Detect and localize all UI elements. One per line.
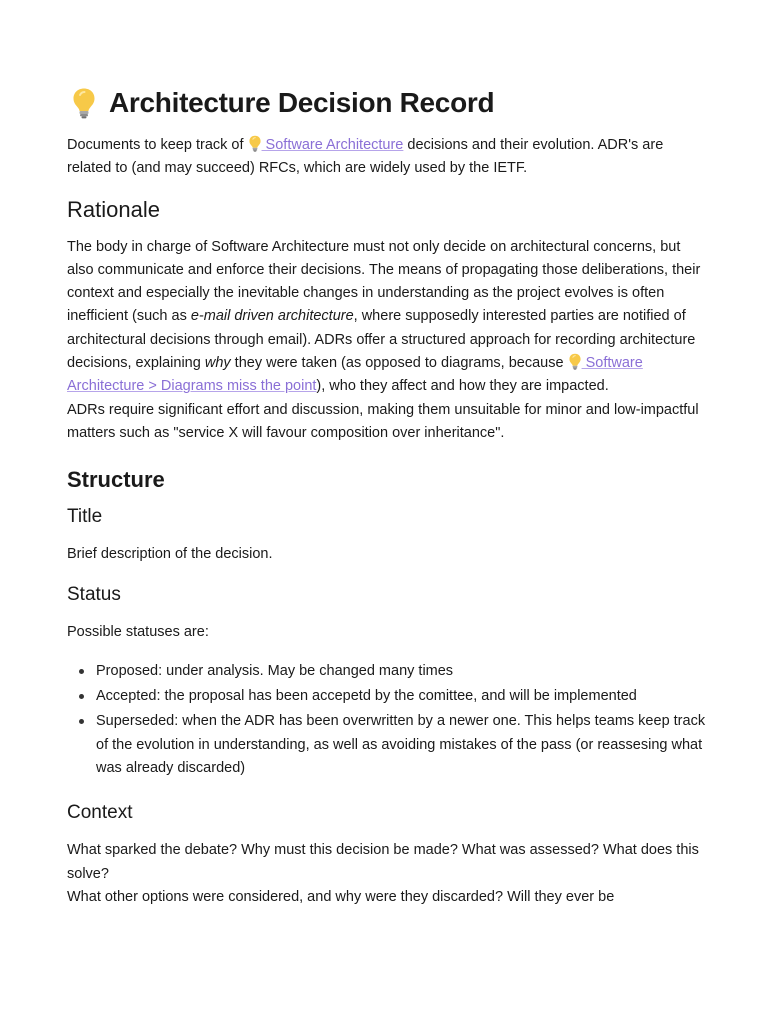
- software-architecture-link-text: Software Architecture: [261, 137, 404, 153]
- rationale-text-a: The body in charge of Software Architecture must not only decide on architectural concerns, but also communicate and enforce their decisions. The means of propagating those deliberations, their context and especially the inevitable changes in understanding as the project evolves is often inefficient (such as: [67, 238, 701, 325]
- status-subheading: Status: [67, 583, 121, 605]
- software-architecture-link[interactable]: [248, 137, 404, 153]
- rationale-heading: Rationale: [67, 196, 160, 222]
- rationale-paragraph-1: [67, 236, 707, 399]
- why-emphasis: why: [204, 355, 231, 372]
- document-page: [67, 80, 707, 909]
- rationale-paragraph-2: ADRs require significant effort and discussion, making them unsuitable for minor and low-impactful matters such as "service X will favour composition over inheritance".: [67, 401, 699, 441]
- page-title: [67, 80, 707, 126]
- context-paragraph-2: What other options were considered, and why were they discarded? Will they ever be: [67, 888, 615, 905]
- lightbulb-icon: [71, 87, 97, 119]
- title-description: Brief description of the decision.: [67, 546, 273, 563]
- page-title-text: Architecture Decision Record: [109, 87, 495, 118]
- context-subheading: Context: [67, 802, 133, 824]
- intro-text-start: Documents to keep track of: [67, 137, 248, 153]
- diagrams-link-text: Software Architecture > Diagrams miss the point: [67, 355, 643, 395]
- list-item: Superseded: when the ADR has been overwritten by a newer one. This helps teams keep track of the evolution in understanding, as well as avoiding mistakes of the pass (or reassesing what was already discarded): [96, 710, 707, 780]
- rationale-text-b: , where supposedly interested parties are notified of architectural decisions through email). ADRs offer a structured approach for recording architecture decisions, explaining: [67, 308, 696, 372]
- list-item: Proposed: under analysis. May be changed many times: [96, 660, 707, 683]
- lightbulb-icon: [248, 135, 262, 152]
- status-list: [67, 660, 707, 780]
- intro-text-end: decisions and their evolution. ADR's are related to (and may succeed) RFCs, which are widely used by the IETF.: [67, 137, 664, 177]
- rationale-text-d: ), who they affect and how they are impacted.: [316, 378, 609, 395]
- rationale-text-c: they were taken (as opposed to diagrams, because: [230, 355, 568, 372]
- intro-paragraph: [67, 134, 707, 181]
- structure-heading: Structure: [67, 467, 165, 493]
- title-subheading: Title: [67, 506, 103, 528]
- lightbulb-icon: [568, 353, 582, 370]
- email-driven-emphasis: e-mail driven architecture: [190, 308, 354, 325]
- status-intro: Possible statuses are:: [67, 623, 209, 640]
- list-item: Accepted: the proposal has been accepetd by the comittee, and will be implemented: [96, 685, 707, 708]
- context-paragraph-1: What sparked the debate? Why must this decision be made? What was assessed? What does this solve?: [67, 842, 699, 882]
